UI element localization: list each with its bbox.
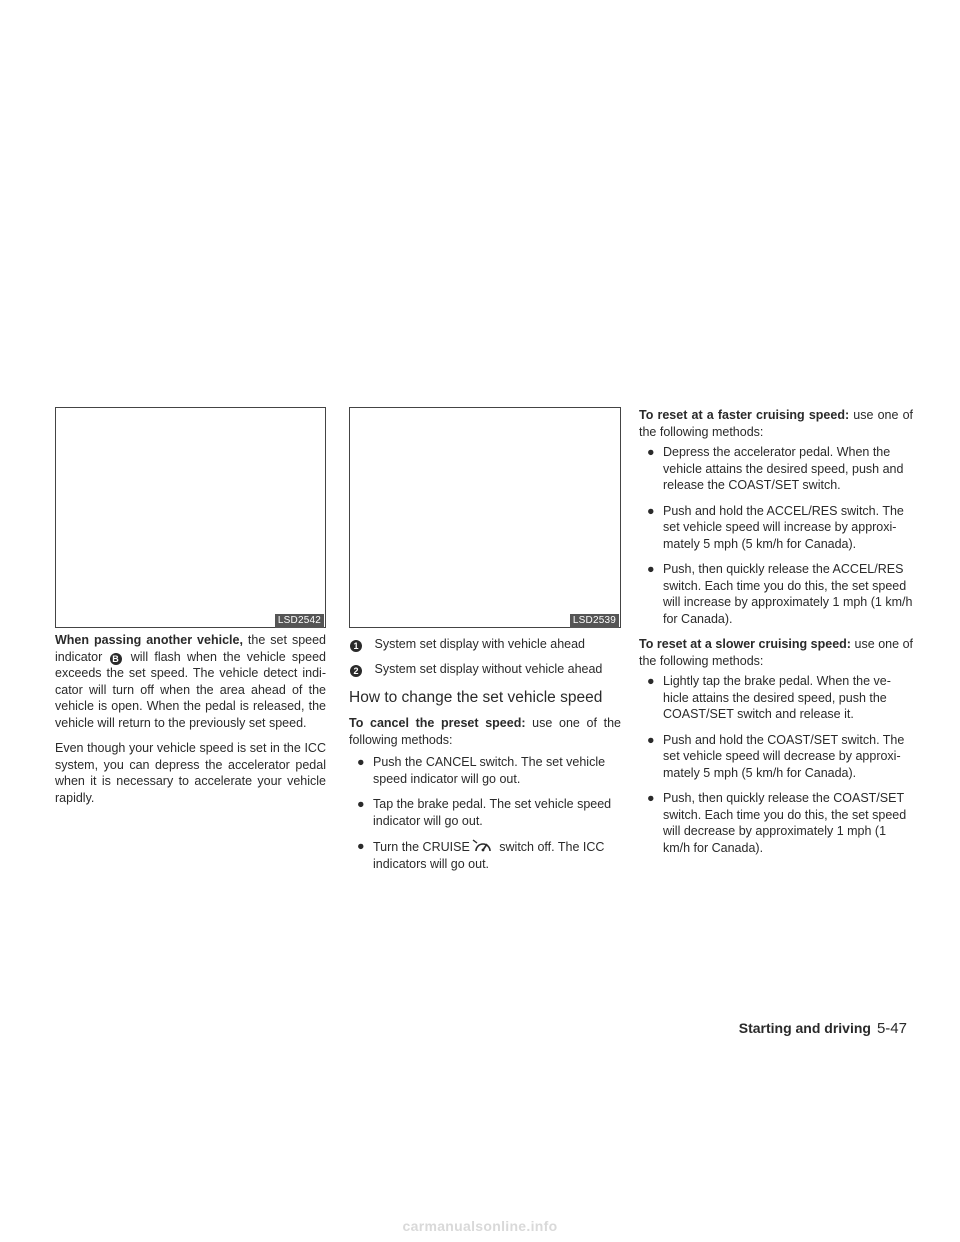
paragraph-passing: When passing another vehicle, the set speed indicator B will flash when the vehicle speed exceeds the set speed. The vehicle detect indi-cator will turn off when the area ahead of the vehicle is open. When the pedal is released, the vehicle will return to the previously set speed. xyxy=(55,633,326,730)
cruise-control-icon xyxy=(470,838,496,854)
watermark: carmanualsonline.info xyxy=(402,1218,558,1234)
cancel-list xyxy=(349,754,621,872)
column-3 xyxy=(639,407,913,865)
list-item: ● Push, then quickly release the COAST/SET switch. Each time you do this, the set speed will decrease by approximately 1 mph (1 km/h for Canada). xyxy=(647,791,907,855)
list-item: ● Push the CANCEL switch. The set vehicle speed indicator will go out. xyxy=(357,755,606,786)
list-item: ● Lightly tap the brake pedal. When the ve-hicle attains the desired speed, push the COAST/SET switch and release it. xyxy=(647,674,891,721)
section-title: Starting and driving xyxy=(738,1020,871,1036)
figure-caption-2: 2 System set display without vehicle ahead xyxy=(349,661,621,678)
list-item: ● Push, then quickly release the ACCEL/RES switch. Each time you do this, the set speed will increase by approximately 1 mph (1 km/h for Canada). xyxy=(647,562,913,626)
list-item: ● Depress the accelerator pedal. When the vehicle attains the desired speed, push and release the COAST/SET switch. xyxy=(647,445,904,492)
list-item: ● Push and hold the COAST/SET switch. The set vehicle speed will decrease by approxi-mately 5 mph (5 km/h for Canada). xyxy=(647,732,905,780)
column-1 xyxy=(55,632,326,806)
figure-caption-1: 1 System set display with vehicle ahead xyxy=(349,636,621,653)
section-heading: How to change the set vehicle speed xyxy=(349,689,603,706)
list-item: ● Turn the CRUISE switch off. The ICC indicators will go out. xyxy=(357,839,605,871)
list-item: ● Push and hold the ACCEL/RES switch. The set vehicle speed will increase by approxi-mately 5 mph (5 km/h for Canada). xyxy=(647,503,904,551)
figure-lsd2539 xyxy=(349,407,621,628)
lead-passing: When passing another vehicle, xyxy=(55,633,243,647)
page-number: 5-47 xyxy=(876,1020,907,1037)
number-2-icon: 2 xyxy=(350,665,362,677)
page-footer xyxy=(739,1020,907,1037)
column-2 xyxy=(349,636,621,881)
faster-list xyxy=(639,444,913,627)
slower-list xyxy=(639,673,913,856)
figure-code: LSD2539 xyxy=(570,614,619,628)
slower-intro: To reset at a slower cruising speed: use one of the following methods: xyxy=(639,637,914,668)
list-item: ● Tap the brake pedal. The set vehicle speed indicator will go out. xyxy=(357,797,612,828)
figure-code: LSD2542 xyxy=(275,614,324,628)
marker-b-icon: B xyxy=(110,653,122,665)
faster-intro: To reset at a faster cruising speed: use one of the following methods: xyxy=(639,408,913,439)
paragraph-accelerate: Even though your vehicle speed is set in the ICC system, you can depress the accelerator pedal when it is necessary to accelerate your vehicle rapidly. xyxy=(55,741,326,805)
cancel-intro: To cancel the preset speed: use one of the following methods: xyxy=(349,716,621,747)
figure-lsd2542 xyxy=(55,407,326,628)
number-1-icon: 1 xyxy=(350,640,362,652)
